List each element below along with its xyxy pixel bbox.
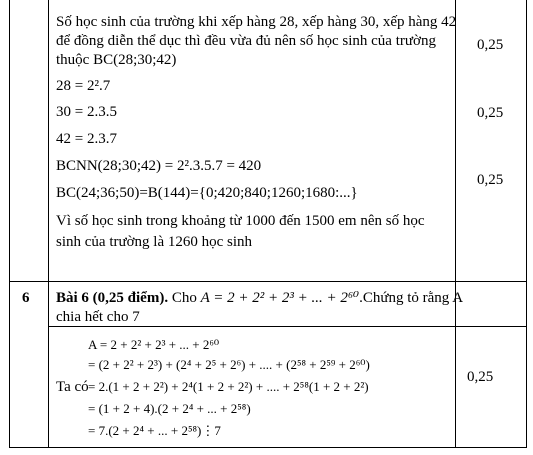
bc-line: BC(24;36;50)=B(144)={0;420;840;1260;1680:...} [56, 185, 358, 201]
solution-line3: = 2.(1 + 2 + 2²) + 2⁴(1 + 2 + 2²) + .... + 2⁵⁸(1 + 2 + 2²) [88, 379, 369, 394]
row-divider-6-solution [48, 326, 527, 327]
bcnn-line: BCNN(28;30;42) = 2².3.5.7 = 420 [56, 158, 262, 174]
row5-text-line3: thuộc BC(28;30;42) [56, 52, 177, 68]
factor-28: 28 = 2².7 [56, 78, 111, 94]
solution-line5: = 7.(2 + 2⁴ + ... + 2⁵⁸)⋮7 [88, 423, 221, 438]
table-col-divider-2 [455, 0, 456, 448]
conclusion-line2: sinh của trường là 1260 học sinh [56, 234, 253, 250]
solution-label: Ta có [56, 379, 89, 395]
question-number: 6 [22, 290, 30, 306]
solution-line2: = (2 + 2² + 2³) + (2⁴ + 2⁵ + 2⁶) + .... + (2⁵⁸ + 2⁵⁹ + 2⁶⁰) [88, 357, 370, 372]
row5-text-line2: để đồng diễn thể dục thì đều vừa đủ nên số học sinh của trường [56, 33, 436, 49]
score-3: 0,25 [477, 172, 504, 188]
solution-score: 0,25 [467, 369, 494, 385]
score-1: 0,25 [477, 37, 504, 53]
row5-text-line1: Số học sinh của trường khi xếp hàng 28, xếp hàng 30, xếp hàng 42 [56, 14, 457, 30]
factor-30: 30 = 2.3.5 [56, 104, 117, 120]
question-prompt-line2: chia hết cho 7 [56, 309, 140, 325]
question-prompt-post: .Chứng tỏ rằng A [359, 290, 464, 306]
factor-42: 42 = 2.3.7 [56, 131, 117, 147]
row-divider-5-6 [9, 281, 527, 282]
question-title: Bài 6 (0,25 điểm). [56, 290, 169, 306]
table-border-right [526, 0, 527, 448]
table-col-divider-1 [48, 0, 49, 448]
solution-line4: = (1 + 2 + 4).(2 + 2⁴ + ... + 2⁵⁸) [88, 401, 251, 416]
question-expression: A = 2 + 2² + 2³ + ... + 2⁶⁰ [200, 290, 360, 306]
question-prompt-pre: Cho [171, 290, 197, 306]
table-border-bottom [9, 447, 527, 448]
table-border-left [9, 0, 10, 448]
question-prompt [56, 289, 463, 307]
solution-line1: A = 2 + 2² + 2³ + ... + 2⁶⁰ [88, 337, 220, 352]
conclusion-line1: Vì số học sinh trong khoảng từ 1000 đến 1500 em nên số học [56, 213, 425, 229]
score-2: 0,25 [477, 105, 504, 121]
